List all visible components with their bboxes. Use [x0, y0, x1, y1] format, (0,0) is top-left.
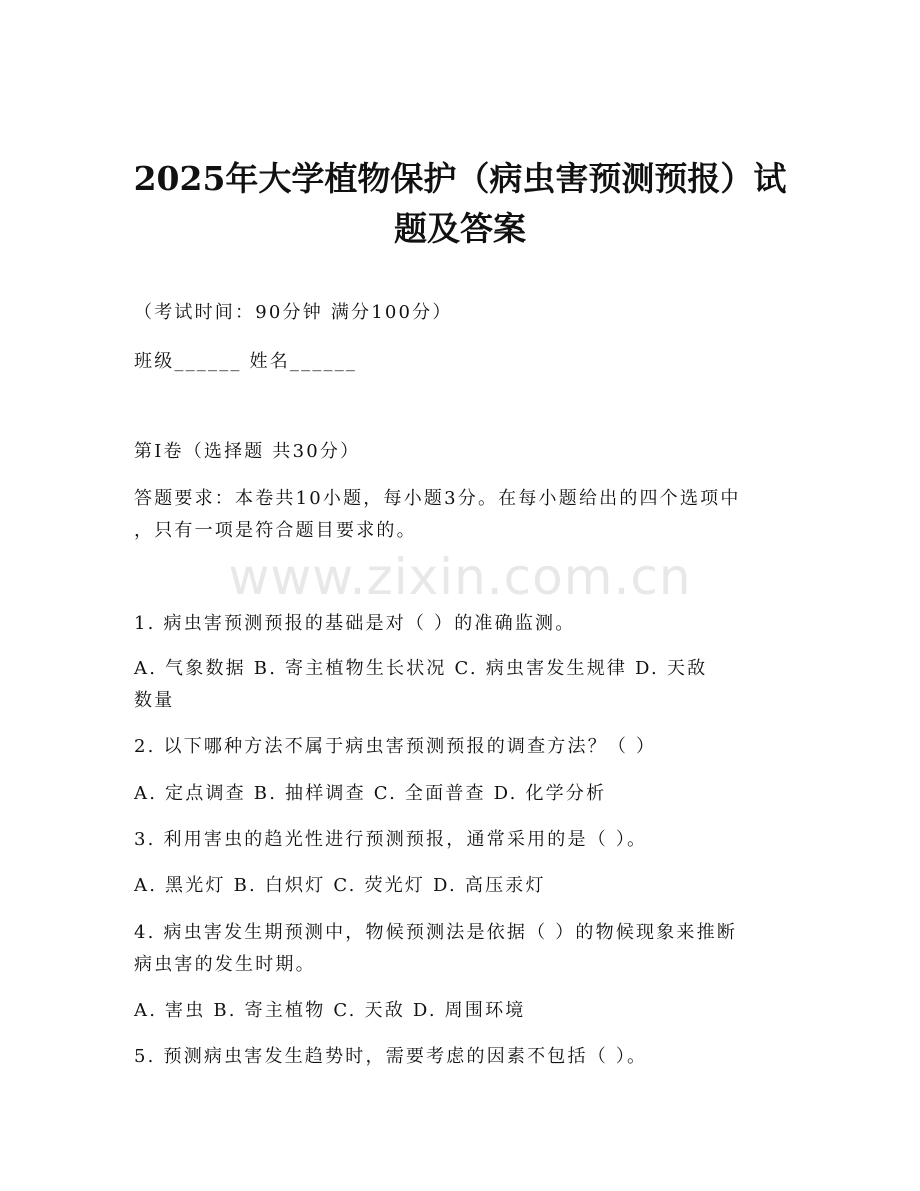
question-5-stem: 5. 预测病虫害发生趋势时，需要考虑的因素不包括（ ）。: [134, 1046, 648, 1067]
exam-info: （考试时间：90分钟 满分100分）: [134, 302, 453, 323]
instructions-line-1: 答题要求：本卷共10小题，每小题3分。在每小题给出的四个选项中: [134, 488, 741, 509]
document-title-line-1: 2025年大学植物保护（病虫害预测预报）试: [133, 159, 787, 198]
question-4-options: A. 害虫 B. 寄主植物 C. 天敌 D. 周围环境: [134, 1000, 526, 1021]
question-3-options: A. 黑光灯 B. 白炽灯 C. 荧光灯 D. 高压汞灯: [134, 875, 546, 896]
question-1-options: A. 气象数据 B. 寄主植物生长状况 C. 病虫害发生规律 D. 天敌: [134, 658, 708, 679]
instructions-line-2: ，只有一项是符合题目要求的。: [134, 520, 417, 541]
question-1-options-continued: 数量: [134, 690, 175, 711]
question-2-stem: 2. 以下哪种方法不属于病虫害预测预报的调查方法？（ ）: [134, 736, 657, 757]
question-3-stem: 3. 利用害虫的趋光性进行预测预报，通常采用的是（ ）。: [134, 829, 648, 850]
document-title-line-2: 题及答案: [394, 209, 526, 248]
watermark: www.zixin.com.cn: [228, 548, 692, 606]
question-4-stem-line-1: 4. 病虫害发生期预测中，物候预测法是依据（ ）的物候现象来推断: [134, 922, 738, 943]
question-2-options: A. 定点调查 B. 抽样调查 C. 全面普查 D. 化学分析: [134, 783, 607, 804]
student-fields: 班级______ 姓名______: [134, 351, 358, 372]
question-1-stem: 1. 病虫害预测预报的基础是对（ ）的准确监测。: [134, 613, 576, 634]
section-header: 第I卷（选择题 共30分）: [134, 441, 361, 462]
question-4-stem-line-2: 病虫害的发生时期。: [134, 954, 316, 975]
